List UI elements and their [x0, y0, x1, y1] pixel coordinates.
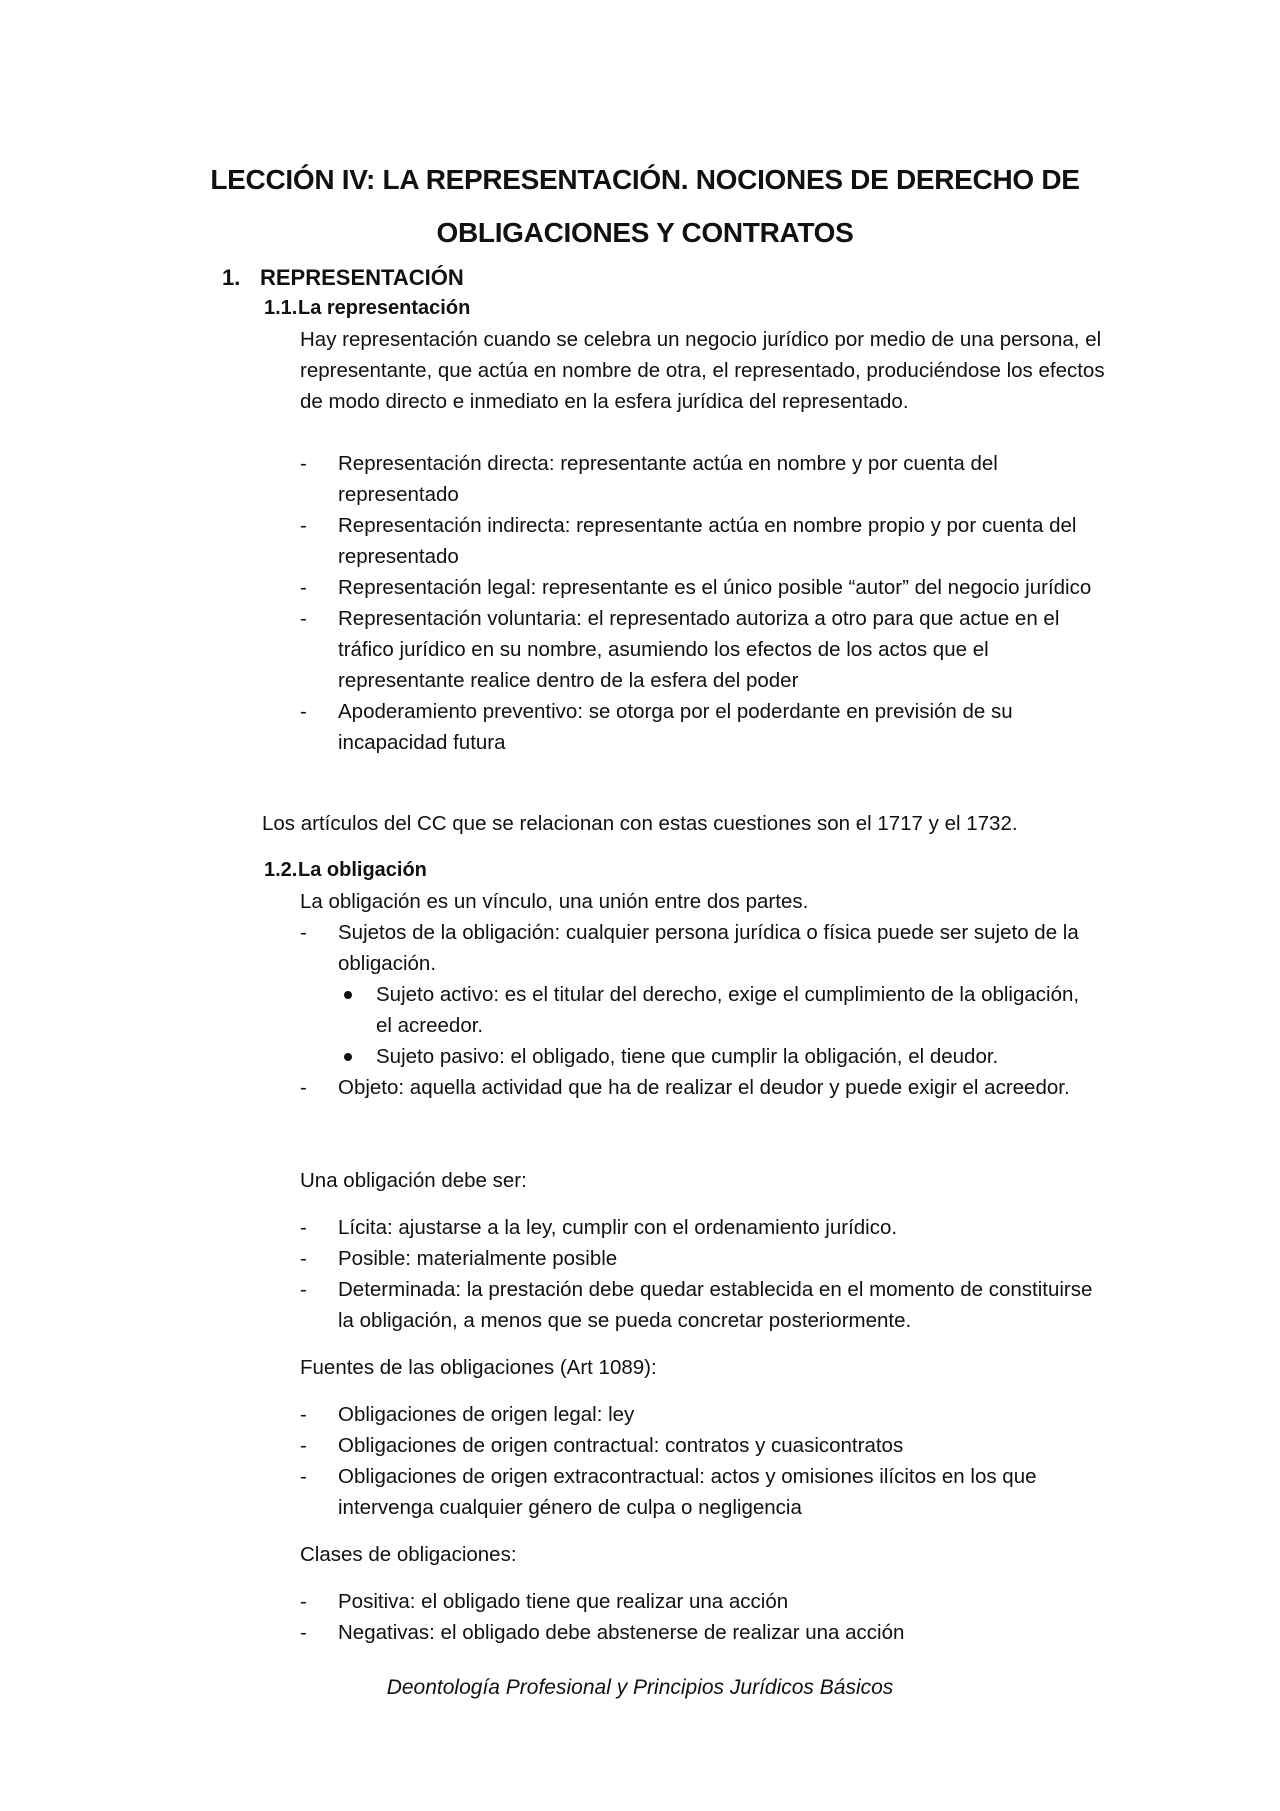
list-item: - Representación directa: representante actúa en nombre y por cuenta del representado	[300, 448, 1100, 510]
list-item: - Representación indirecta: representante actúa en nombre propio y por cuenta del representado	[300, 510, 1100, 572]
obligacion-elements-list	[300, 917, 1100, 1103]
dash-marker: -	[300, 1621, 307, 1644]
list-item: Sujeto pasivo: el obligado, tiene que cumplir la obligación, el deudor.	[300, 1041, 1100, 1072]
list-item: - Representación voluntaria: el representado autoriza a otro para que actue en el tráfico jurídico en su nombre, asumiendo los efectos de los actos que el representante realice dentro de la esfera del poder	[300, 603, 1100, 696]
dash-marker: -	[300, 1465, 307, 1488]
dash-marker: -	[300, 576, 307, 599]
list-item: - Positiva: el obligado tiene que realizar una acción	[300, 1586, 1100, 1617]
section-number: 1.	[222, 265, 241, 290]
clases-intro: Clases de obligaciones:	[300, 1543, 517, 1566]
page-title: LECCIÓN IV: LA REPRESENTACIÓN. NOCIONES DE DERECHO DE OBLIGACIONES Y CONTRATOS	[210, 164, 1080, 248]
articles-note: Los artículos del CC que se relacionan con estas cuestiones son el 1717 y el 1732.	[262, 812, 1018, 835]
list-item: - Objeto: aquella actividad que ha de realizar el deudor y puede exigir el acreedor.	[300, 1072, 1100, 1103]
subsection-heading-obligacion	[264, 855, 427, 886]
sujetos-list	[300, 979, 1100, 1072]
list-item: - Lícita: ajustarse a la ley, cumplir con el ordenamiento jurídico.	[300, 1212, 1100, 1243]
list-item: - Negativas: el obligado debe abstenerse de realizar una acción	[300, 1617, 1100, 1648]
dash-marker: -	[300, 607, 307, 630]
list-item: - Obligaciones de origen extracontractual: actos y omisiones ilícitos en los que intervenga cualquier género de culpa o negligencia	[300, 1461, 1100, 1523]
list-item: - Obligaciones de origen legal: ley	[300, 1399, 1100, 1430]
bullet-marker	[344, 1053, 352, 1061]
dash-marker: -	[300, 1403, 307, 1426]
subsection-title: La obligación	[298, 859, 427, 881]
dash-marker: -	[300, 1590, 307, 1613]
dash-marker: -	[300, 1278, 307, 1301]
list-item: - Determinada: la prestación debe quedar establecida en el momento de constituirse la obligación, a menos que se pueda concretar posteriormente.	[300, 1274, 1100, 1336]
dash-marker: -	[300, 700, 307, 723]
list-item: Sujeto activo: es el titular del derecho, exige el cumplimiento de la obligación, el acreedor.	[300, 979, 1100, 1041]
dash-marker: -	[300, 1216, 307, 1239]
list-item: - Posible: materialmente posible	[300, 1243, 1100, 1274]
dash-marker: -	[300, 921, 307, 944]
fuentes-list	[300, 1399, 1100, 1523]
fuentes-intro: Fuentes de las obligaciones (Art 1089):	[300, 1356, 657, 1379]
dash-marker: -	[300, 514, 307, 537]
dash-marker: -	[300, 1434, 307, 1457]
page-footer: Deontología Profesional y Principios Jurídicos Básicos	[386, 1676, 894, 1699]
section-heading-representacion	[222, 262, 464, 293]
subsection-number: 1.1.	[264, 297, 298, 319]
representacion-intro: Hay representación cuando se celebra un negocio jurídico por medio de una persona, el representante, que actúa en nombre de otra, el representado, produciéndose los efectos de modo directo e inmediato en la esfera jurídica del representado.	[300, 328, 1105, 413]
subsection-title: La representación	[298, 297, 471, 319]
representacion-types-list	[300, 448, 1100, 758]
list-item: - Obligaciones de origen contractual: contratos y cuasicontratos	[300, 1430, 1100, 1461]
section-title: REPRESENTACIÓN	[260, 265, 464, 290]
list-item: - Apoderamiento preventivo: se otorga por el poderdante en previsión de su incapacidad futura	[300, 696, 1100, 758]
list-item: - Representación legal: representante es el único posible “autor” del negocio jurídico	[300, 572, 1100, 603]
clases-list	[300, 1586, 1100, 1648]
dash-marker: -	[300, 1076, 307, 1099]
subsection-number: 1.2.	[264, 859, 298, 881]
bullet-marker	[344, 991, 352, 999]
debe-ser-list	[300, 1212, 1100, 1336]
obligacion-intro: La obligación es un vínculo, una unión entre dos partes.	[300, 890, 809, 913]
debe-ser-intro: Una obligación debe ser:	[300, 1169, 527, 1192]
subsection-heading-representacion	[264, 293, 470, 324]
dash-marker: -	[300, 452, 307, 475]
list-item: - Sujetos de la obligación: cualquier persona jurídica o física puede ser sujeto de la obligación. Sujeto activo: es el titular del derecho, exige el cumplimiento de la obligación, el acreedor. Sujeto pasivo: el obligado, tiene que cumplir la obligación, el deudor.	[300, 917, 1100, 1072]
dash-marker: -	[300, 1247, 307, 1270]
